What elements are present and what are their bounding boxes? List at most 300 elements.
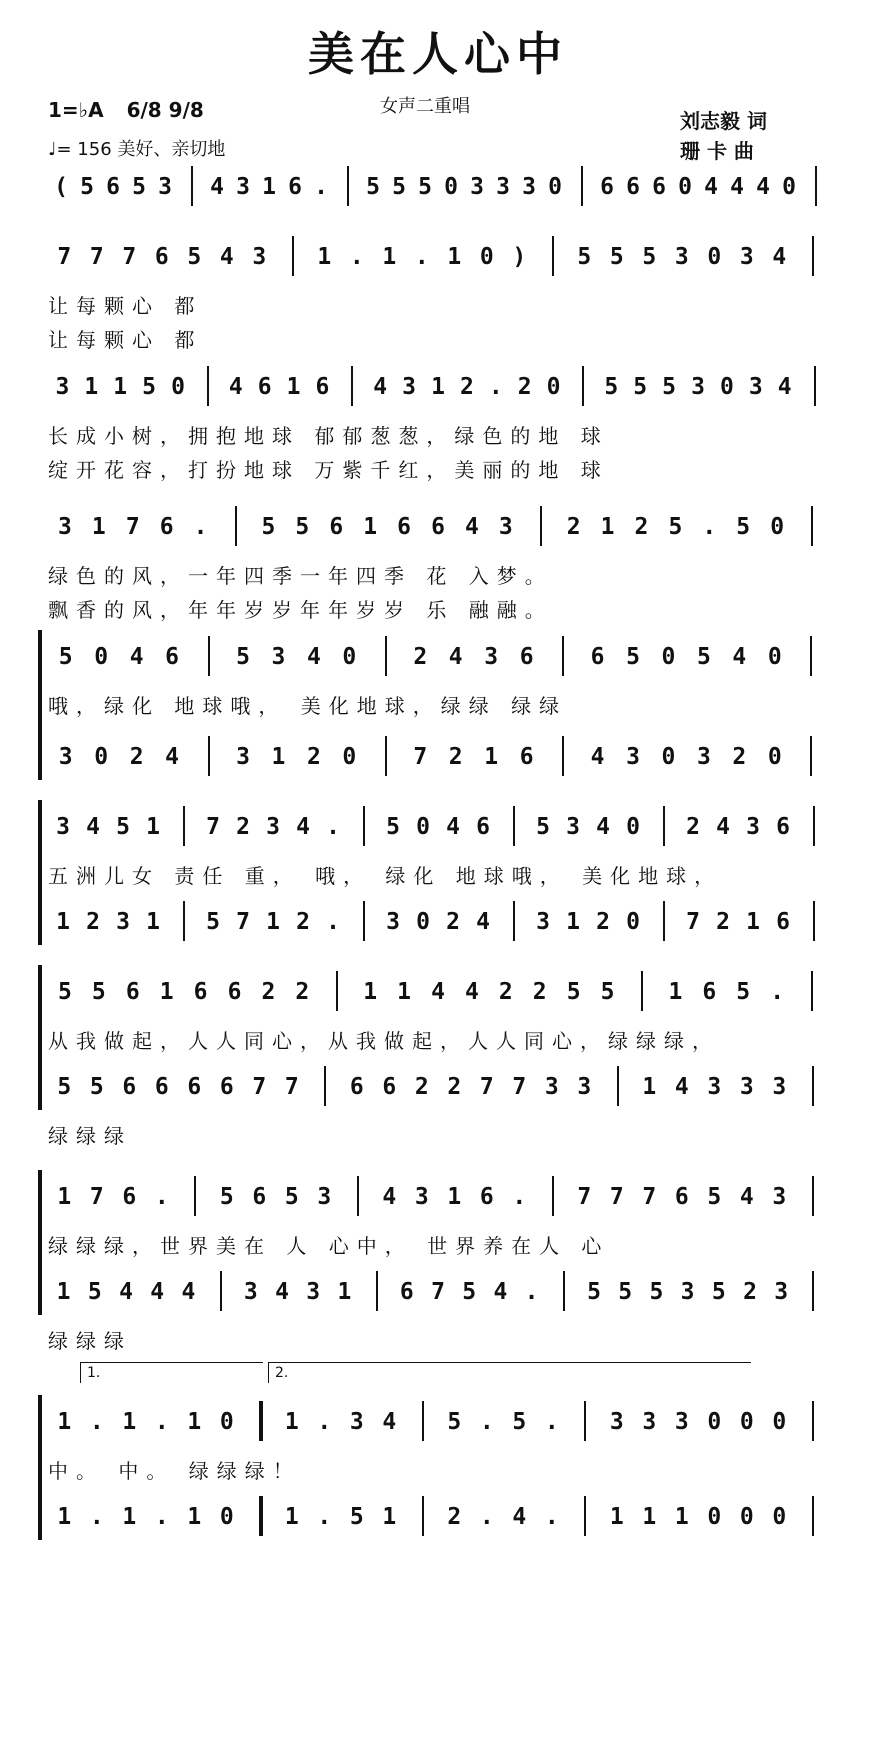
note: 2 [236,814,250,840]
first-ending-label: 1. [80,1362,263,1383]
barline [815,166,817,206]
note: 2 [459,374,474,400]
note: 6 [702,979,717,1005]
note: 3 [739,244,754,270]
note: 2 [532,979,547,1005]
note: 5 [418,174,432,200]
composer-credit: 珊 卡 曲 [680,139,754,163]
note: 4 [674,1074,689,1100]
note: 5 [386,814,400,840]
note: 3 [609,1409,624,1435]
score-system [0,905,876,965]
credits [680,106,767,166]
note: 3 [739,1074,754,1100]
note: 1 [159,979,174,1005]
note: 5 [587,1279,601,1305]
note: 3 [626,744,640,770]
note: 6 [257,374,272,400]
barline [584,1401,586,1441]
note: 2 [306,744,321,770]
note: 6 [776,909,790,935]
notes-row [48,975,828,1015]
note: 2 [295,979,310,1005]
note: 5 [58,644,73,670]
note: 7 [125,514,140,540]
note: 0 [94,644,109,670]
note: 6 [154,1074,169,1100]
note: 2 [686,814,700,840]
barline [663,806,665,846]
note: 7 [642,1184,657,1210]
note: 5 [536,814,550,840]
note: 3 [696,744,711,770]
note: . [317,1409,332,1435]
note: 4 [446,814,460,840]
lyric-line: 绿色的风，一年四季一年四季 花 入梦。 [48,564,553,588]
note: 3 [748,374,763,400]
note: 3 [56,814,70,840]
note: . [349,244,364,270]
barline [292,236,294,276]
note: 4 [730,174,744,200]
note: . [326,909,340,935]
note: 3 [691,374,705,400]
note: 0 [767,744,782,770]
note: 4 [732,644,747,670]
note: 6 [219,1074,234,1100]
barline [351,366,353,406]
note: . [414,244,429,270]
note: ( [54,174,68,200]
note: 1 [363,979,378,1005]
lyric-line: 让每颗心 都 [48,328,203,352]
note: 6 [187,1074,202,1100]
barline [422,1496,424,1536]
meter-label: 6/8 9/8 [126,98,204,122]
note: 1 [122,1409,137,1435]
note: 1 [600,514,615,540]
note: 1 [57,1184,72,1210]
note: 5 [187,244,202,270]
note: . [524,1279,539,1305]
system-bracket [38,800,42,945]
note: 5 [609,244,624,270]
barline [813,806,815,846]
note: 3 [252,244,267,270]
note: 1 [266,909,280,935]
note: 4 [129,644,144,670]
barline [336,971,338,1011]
lyric-line: 绿绿绿 [48,1124,132,1148]
score-system [0,975,876,1053]
note: 2 [634,514,649,540]
barline [208,736,210,776]
note: 2 [447,1504,462,1530]
note: 6 [382,1074,397,1100]
note: 5 [87,1279,102,1305]
note: 1 [286,374,301,400]
note: 4 [382,1409,397,1435]
note: . [479,1409,494,1435]
barline [220,1271,222,1311]
note: 1 [674,1504,689,1530]
note: 7 [236,909,250,935]
barline [422,1401,424,1441]
note: 3 [577,1074,592,1100]
note: 3 [158,174,172,200]
note: 0 [342,744,357,770]
lyric-line: 绿绿绿 [48,1329,132,1353]
note: 4 [756,174,770,200]
song-title: 美在人心中 [308,27,568,81]
barline [663,901,665,941]
note: 1 [57,1504,72,1530]
note: 2 [743,1279,757,1305]
note: 3 [414,1184,429,1210]
note: 1 [84,374,99,400]
barline [191,166,193,206]
note: 5 [236,644,250,670]
barline [810,636,812,676]
note: 3 [271,644,286,670]
note: 7 [284,1074,299,1100]
note: 5 [366,174,380,200]
note: 3 [236,174,250,200]
notes-row [48,740,828,780]
note: 0 [767,644,782,670]
note: 4 [275,1279,289,1305]
note: 3 [498,514,513,540]
note: 1 [187,1504,202,1530]
lyricist-credit: 刘志毅 词 [680,109,767,133]
note: 0 [772,1409,787,1435]
note: 5 [80,174,94,200]
note: 4 [596,814,610,840]
lyric-line: 从我做起，人人同心，从我做起，人人同心，绿绿绿， [48,1029,720,1053]
note: 2 [447,1074,462,1100]
note: 5 [696,644,711,670]
note: 6 [122,1074,137,1100]
note: 4 [210,174,224,200]
note: 3 [536,909,550,935]
note: 5 [206,909,220,935]
note: 4 [464,979,479,1005]
note: 5 [142,374,157,400]
note: 2 [414,1074,429,1100]
barline [207,366,209,406]
note: 2 [448,744,463,770]
note: 0 [342,644,357,670]
note: 4 [150,1279,165,1305]
note: 0 [661,744,676,770]
note: 4 [119,1279,133,1305]
barline [811,971,813,1011]
note: 5 [566,979,581,1005]
note: 7 [206,814,220,840]
barline [363,901,365,941]
barline [513,806,515,846]
note: 5 [649,1279,664,1305]
barline [235,506,237,546]
lyric-line: 哦，绿化 地球哦， 美化地球，绿绿 绿绿 [48,694,568,718]
barline [562,636,564,676]
note: 1 [187,1409,202,1435]
note: 1 [382,244,397,270]
note: 1 [56,909,70,935]
barline [812,1496,814,1536]
note: 5 [295,514,310,540]
barline [814,366,816,406]
note: 5 [512,1409,527,1435]
notes-row [48,905,828,945]
note: 2 [596,909,610,935]
note: 6 [165,644,179,670]
note: 5 [219,1184,234,1210]
note: 3 [674,244,689,270]
note: 1 [337,1279,352,1305]
notes-row [48,1500,828,1540]
note: 5 [392,174,406,200]
note: 5 [662,374,677,400]
note: 2 [261,979,276,1005]
notes-row [48,1180,828,1220]
note: 6 [329,514,344,540]
note: 3 [642,1409,657,1435]
barline [363,806,365,846]
note: 6 [125,979,140,1005]
notes-row [48,510,828,550]
note: 0 [739,1504,754,1530]
system-bracket [38,630,42,780]
note: 5 [626,644,640,670]
note: 5 [736,979,751,1005]
note: 1 [56,1279,71,1305]
note: 6 [479,1184,494,1210]
note: 3 [674,1409,689,1435]
note: 0 [546,374,561,400]
barline [183,806,185,846]
note: 5 [284,1184,299,1210]
notes-row [48,810,828,850]
note: 4 [373,374,388,400]
note: 5 [642,244,657,270]
note: 4 [228,374,243,400]
note: 5 [116,814,130,840]
lyric-line: 绽开花容，打扮地球 万紫千红，美丽的地 球 [48,458,609,482]
note: 3 [746,814,760,840]
note: 7 [252,1074,267,1100]
note: 1 [431,374,445,400]
note: 1 [122,1504,137,1530]
note: 5 [604,374,619,400]
note: 3 [470,174,484,200]
note: 1 [317,244,332,270]
note: 0 [626,814,640,840]
note: 2 [296,909,310,935]
note: 7 [686,909,700,935]
barline [584,1496,586,1536]
barline [208,636,210,676]
note: 0 [548,174,562,200]
note: 5 [58,979,72,1005]
barline [385,736,387,776]
note: 0 [707,1504,722,1530]
lyric-line: 飘香的风，年年岁岁年年岁岁 乐 融融。 [48,598,553,622]
note: . [154,1409,169,1435]
note: 4 [777,374,792,400]
note: 4 [476,909,490,935]
barline [617,1066,619,1106]
score-system [0,740,876,800]
notes-row [48,1405,828,1445]
barline [563,1271,565,1311]
note: 0 [739,1409,754,1435]
lyric-line: 中。 中。 绿绿绿！ [48,1459,301,1483]
note: 0 [94,744,109,770]
barline [581,166,583,206]
note: 3 [58,744,73,770]
note: 2 [732,744,747,770]
notes-row [48,170,828,210]
note: 6 [252,1184,267,1210]
note: 4 [704,174,718,200]
note: 4 [431,979,445,1005]
note: 6 [315,374,330,400]
note: 6 [519,644,534,670]
note: 5 [600,979,615,1005]
system-bracket [38,1170,42,1315]
note: 4 [86,814,100,840]
note: 1 [397,979,411,1005]
note: 6 [476,814,490,840]
barline [813,901,815,941]
note: 0 [782,174,796,200]
score-system [0,1500,876,1560]
note: 6 [154,244,169,270]
note: 1 [146,814,160,840]
note: 0 [770,514,785,540]
note: 1 [271,744,286,770]
note: 3 [772,1184,787,1210]
note: 1 [57,1409,72,1435]
notes-row [48,370,828,410]
note: 5 [132,174,146,200]
note: . [317,1504,332,1530]
notes-row [48,1070,828,1110]
note: 3 [707,1074,722,1100]
barline [812,236,814,276]
barline [376,1271,378,1311]
note: . [89,1409,104,1435]
note: 3 [680,1279,695,1305]
score-system [0,240,876,352]
barline [194,1176,196,1216]
barline [811,506,813,546]
note: 1 [284,1409,299,1435]
note: . [544,1504,559,1530]
note: 1 [382,1504,397,1530]
note: 5 [91,979,106,1005]
score-system [0,1405,876,1483]
key-signature [48,98,204,122]
note: 6 [122,1184,137,1210]
barline [324,1066,326,1106]
barline [812,1066,814,1106]
note: 7 [89,244,104,270]
note: 2 [498,979,513,1005]
note: 6 [349,1074,364,1100]
score-system [0,810,876,888]
note: 3 [772,1074,787,1100]
note: . [89,1504,104,1530]
note: 4 [464,514,479,540]
barline [183,901,185,941]
note: 7 [57,244,72,270]
note: 6 [288,174,302,200]
barline [259,1496,263,1536]
note: 7 [512,1074,527,1100]
barline [540,506,542,546]
note: 5 [618,1279,633,1305]
barline [562,736,564,776]
note: 3 [774,1279,789,1305]
note: . [154,1184,169,1210]
notes-row [48,640,828,680]
note: 0 [678,174,692,200]
score-system [0,1070,876,1148]
note: 7 [89,1184,104,1210]
barline [582,366,584,406]
barline [357,1176,359,1216]
barline [641,971,643,1011]
note: 5 [349,1504,364,1530]
note: 7 [577,1184,592,1210]
note: 4 [772,244,787,270]
note: 5 [668,514,683,540]
note: 6 [399,1279,414,1305]
subtitle: 女声二重唱 [380,96,470,117]
note: ) [512,244,527,270]
note: . [544,1409,559,1435]
note: 0 [444,174,458,200]
note: 7 [431,1279,445,1305]
note: 0 [626,909,640,935]
note: 2 [566,514,581,540]
note: 7 [479,1074,494,1100]
score-system [0,1180,876,1258]
note: 4 [382,1184,397,1210]
note: 5 [57,1074,72,1100]
note: 6 [519,744,534,770]
note: . [326,814,340,840]
note: 6 [431,514,445,540]
note: 4 [448,644,463,670]
note: 2 [86,909,100,935]
note: . [193,514,208,540]
note: 0 [661,644,676,670]
note: 5 [736,514,751,540]
note: 3 [496,174,510,200]
tempo-marking: ♩= 156 美好、亲切地 [48,139,226,160]
note: 2 [716,909,730,935]
note: 5 [707,1184,722,1210]
note: 1 [262,174,276,200]
note: . [512,1184,527,1210]
note: 3 [386,909,400,935]
score-system [0,170,876,230]
note: 0 [219,1409,234,1435]
note: 2 [129,744,144,770]
